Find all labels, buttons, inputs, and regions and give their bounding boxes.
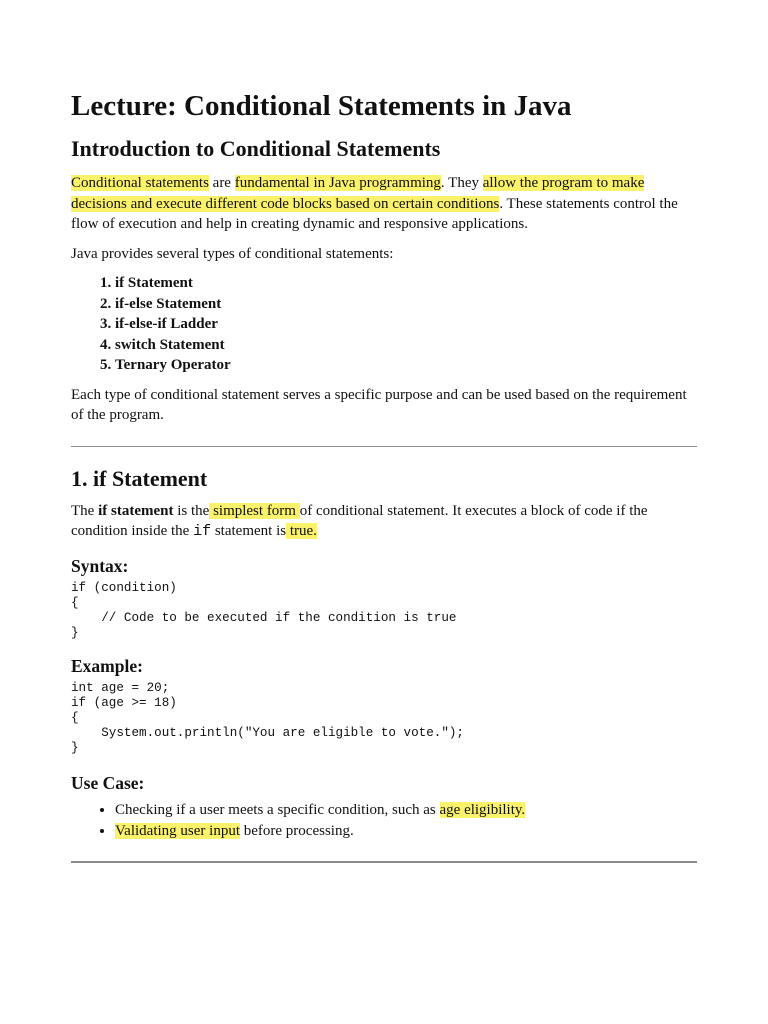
- highlight: age eligibility.: [439, 801, 526, 818]
- highlight: allow the program to make decisions and execute different code blocks based on certain conditions: [71, 175, 645, 212]
- use-case-heading: Use Case:: [71, 772, 145, 793]
- syntax-code-block: if (condition) { // Code to be executed if the condition is true }: [71, 580, 457, 640]
- document-content: [71, 86, 697, 863]
- summary-paragraph: Each type of conditional statement serves a specific purpose and can be used based on the requirement of the program.: [71, 386, 687, 424]
- section-divider: [71, 861, 697, 863]
- example-code-block: int age = 20; if (age >= 18) { System.out.println("You are eligible to vote."); }: [71, 680, 464, 755]
- use-case-list: [71, 800, 697, 841]
- highlight: Validating user input: [115, 822, 240, 839]
- highlight: simplest form: [209, 502, 300, 519]
- list-item: 4. switch Statement: [115, 335, 697, 356]
- inline-code: if: [193, 523, 212, 541]
- list-item: 5. Ternary Operator: [115, 355, 697, 376]
- example-heading: Example:: [71, 655, 143, 676]
- types-list: [71, 273, 697, 376]
- intro-heading: Introduction to Conditional Statements: [71, 136, 441, 161]
- list-item: • Checking if a user meets a specific condition, such as age eligibility.: [115, 800, 697, 821]
- list-item: 2. if-else Statement: [115, 294, 697, 315]
- intro-paragraph: Conditional statements are fundamental in Java programming. They allow the program to make decisions and execute different code blocks based on certain conditions. These statements control the flow of execution and help in creating dynamic and responsive applications.: [71, 175, 678, 232]
- list-item: 3. if-else-if Ladder: [115, 314, 697, 335]
- highlight: Conditional statements: [71, 175, 209, 191]
- highlight: true.: [286, 523, 317, 540]
- highlight: fundamental in Java programming: [234, 175, 441, 191]
- types-intro-paragraph: Java provides several types of conditional statements:: [71, 245, 394, 262]
- if-statement-heading: 1. if Statement: [71, 465, 208, 491]
- if-statement-paragraph: The if statement is the simplest form of conditional statement. It executes a block of code if the condition inside the if statement is true.: [71, 502, 648, 541]
- syntax-heading: Syntax:: [71, 555, 129, 576]
- section-divider: [71, 446, 697, 447]
- page-title: Lecture: Conditional Statements in Java: [71, 90, 572, 122]
- list-item: • Validating user input before processing.: [115, 821, 697, 842]
- list-item: 1. if Statement: [115, 273, 697, 294]
